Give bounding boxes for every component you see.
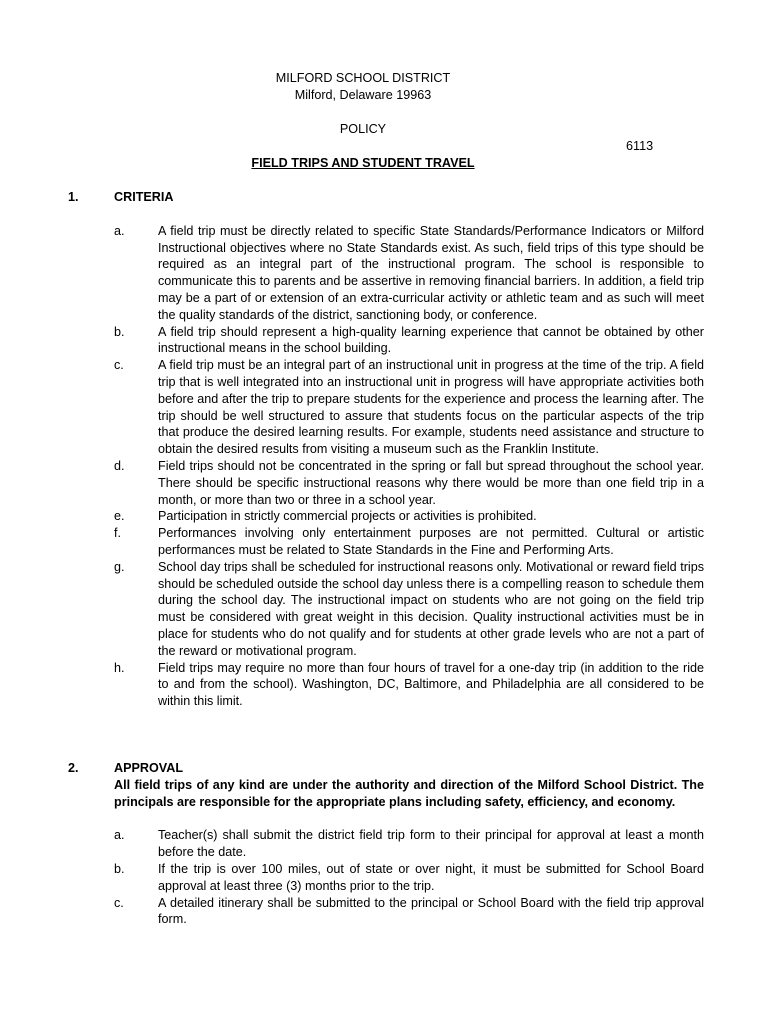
item-letter: a. [114, 223, 125, 238]
item-text: Performances involving only entertainment purposes are not permitted. Cultural or artistic performances must be related to State Standards in the Fine and Performing Arts. [158, 526, 704, 557]
item-text: Field trips should not be concentrated in the spring or fall but spread throughout the school year. There should be specific instructional reasons why there would be more than one field trip in a month, or more than two or three in a school year. [158, 458, 704, 507]
section-heading: CRITERIA [114, 190, 174, 204]
list-item [68, 525, 704, 559]
item-text: Teacher(s) shall submit the district field trip form to their principal for approval at least a month before the date. [158, 828, 704, 860]
section-number: 1. [68, 190, 79, 204]
policy-label: POLICY [339, 122, 387, 136]
list-item [68, 861, 704, 895]
district-name: MILFORD SCHOOL DISTRICT [275, 71, 451, 85]
approval-statement: All field trips of any kind are under the authority and direction of the Milford School District. The principals are responsible for the appropriate plans including safety, efficiency, and economy. [114, 777, 704, 809]
item-text: A detailed itinerary shall be submitted to the principal or School Board with the field trip approval form. [158, 895, 704, 927]
item-text: If the trip is over 100 miles, out of state or over night, it must be submitted for School Board approval at least three (3) months prior to the trip. [158, 861, 704, 893]
item-text: A field trip should represent a high-quality learning experience that cannot be obtained by other instructional means in the school building. [158, 324, 704, 356]
item-letter: a. [114, 828, 125, 843]
district-address: Milford, Delaware 19963 [294, 88, 432, 102]
item-letter: e. [114, 509, 125, 524]
approval-list [68, 827, 704, 928]
item-text: A field trip must be directly related to specific State Standards/Performance Indicators or Milford Instructional objectives where no State Standards exist. As such, field trips of this type should be required as an integral part of the instructional program. The school is responsible to communicate this to parents and be assertive in removing financial barriers. In addition, a field trip may be a part of or extension of an extra-curricular activity or athletic team and as such will meet the quality standards of the district, sanctioning body, or conference. [158, 223, 704, 322]
section-criteria [68, 189, 704, 710]
policy-number: 6113 [626, 139, 654, 153]
list-item [68, 660, 704, 710]
item-letter: g. [114, 559, 125, 574]
list-item [68, 508, 704, 525]
list-item [68, 458, 704, 508]
policy-title: FIELD TRIPS AND STUDENT TRAVEL [251, 156, 475, 170]
item-letter: h. [114, 660, 125, 675]
list-item [68, 559, 704, 660]
item-text: A field trip must be an integral part of an instructional unit in progress at the time of the trip. A field trip that is well integrated into an instructional unit in progress will have appropriate activities both before and after the trip to prepare students for the experience and process the learning after. The trip should be well structured to assure that students focus on the particular aspects of the trip that produce the desired learning results. For example, students need assistance and structure to obtain the desired results from visiting a museum such as the Franklin Institute. [158, 358, 704, 457]
section-approval [68, 760, 704, 928]
section-heading: APPROVAL [114, 761, 184, 775]
item-text: Participation in strictly commercial projects or activities is prohibited. [158, 509, 537, 524]
item-letter: c. [114, 895, 124, 910]
list-item [68, 223, 704, 324]
item-letter: b. [114, 861, 125, 876]
item-letter: b. [114, 324, 125, 339]
list-item [68, 895, 704, 929]
list-item [68, 827, 704, 861]
item-text: Field trips may require no more than four hours of travel for a one-day trip (in addition to the ride to and from the school). Washington, DC, Baltimore, and Philadelphia are all considered to be within this limit. [158, 660, 704, 709]
list-item [68, 357, 704, 458]
item-text: School day trips shall be scheduled for instructional reasons only. Motivational or reward field trips should be scheduled outside the school day unless there is a compelling reason to schedule them during the school day. The instructional impact on students who are not going on the field trip must be considered with great weight in this decision. Quality instructional activities must be in place for students who do not qualify and for students at other grade levels who are not a part of the reward or motivational program. [158, 559, 704, 658]
item-letter: d. [114, 458, 125, 473]
section-number: 2. [68, 761, 79, 775]
list-item [68, 324, 704, 358]
item-letter: f. [114, 526, 121, 541]
criteria-list [68, 223, 704, 710]
item-letter: c. [114, 358, 124, 373]
